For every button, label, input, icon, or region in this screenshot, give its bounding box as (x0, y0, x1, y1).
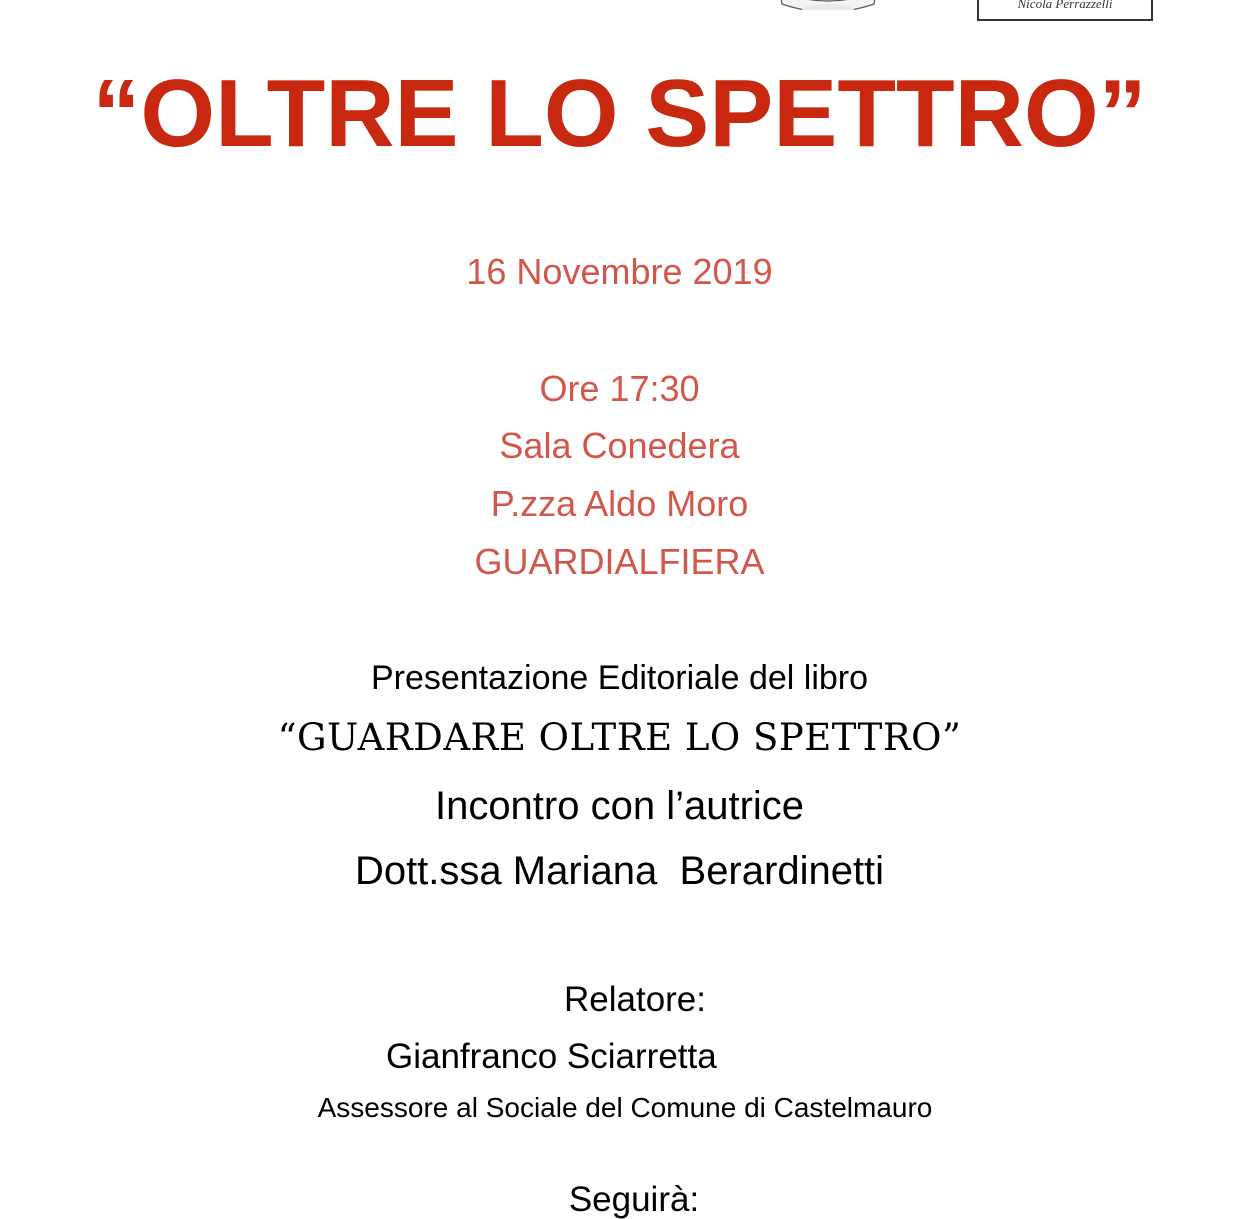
speaker-name: Gianfranco Sciarretta (386, 1037, 717, 1076)
next-label: Seguirà: (568, 1180, 700, 1219)
meeting-line: Incontro con l’autrice (434, 784, 805, 828)
event-date: 16 Novembre 2019 (466, 251, 773, 292)
speaker-label: Relatore: (563, 980, 707, 1019)
event-address: P.zza Aldo Moro (490, 483, 749, 524)
nameplate (977, 0, 1153, 21)
event-time: Ore 17:30 (539, 368, 700, 409)
municipal-emblem (772, 0, 884, 42)
nameplate-text: Nicola Perrazzelli (1017, 0, 1113, 11)
speaker-role: Assessore al Sociale del Comune di Castelmauro (317, 1092, 933, 1123)
event-venue: Sala Conedera (499, 425, 740, 466)
page-title: “OLTRE LO SPETTRO” (92, 60, 1147, 167)
author-name: Dott.ssa Mariana Berardinetti (354, 849, 885, 893)
book-title: “GUARDARE OLTRE LO SPETTRO” (277, 716, 962, 759)
presentation-intro: Presentazione Editoriale del libro (370, 659, 869, 697)
event-town: GUARDIALFIERA (474, 541, 765, 582)
emblem-ribbon-icon (778, 0, 878, 10)
